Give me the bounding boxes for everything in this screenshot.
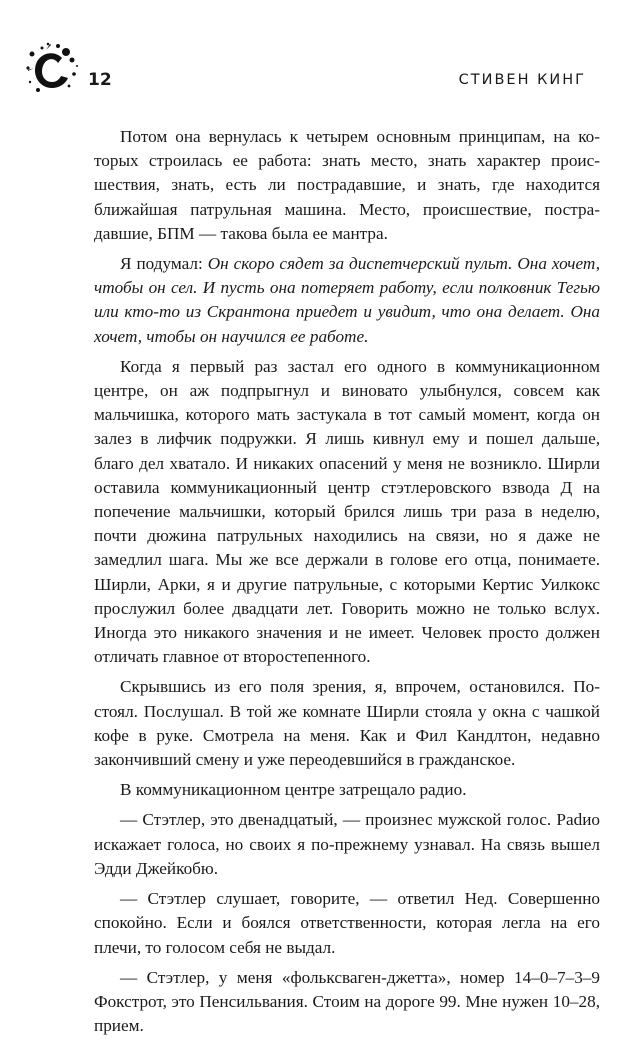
page-number: 12	[88, 70, 112, 90]
paragraph: — Стэтлер, у меня «фольксваген-джетта», номер 14–0–7–3–9 Фокстрот, это Пенсильвания. Стоим на дороге 99. Мне нужен 10–28, прием.	[94, 967, 600, 1036]
paragraph: — Стэтлер, это двенадцатый, — произнес мужской голос. Раdио искажает голоса, но своих я по-прежнему узнавал. На связь вышел Эдди Джейкобю.	[94, 810, 600, 878]
paragraph-lead: Я подумал:	[120, 254, 208, 274]
ink-splatter-letter-c-icon	[22, 38, 82, 98]
paragraph: Потом она вернулась к четырем основным принципам, на которых строилась ее работа: знать место, знать характер происшествия, знать, есть ли пострадавшие, и знать, где находится ближайшая патрульная машина. Место, происшествие, пострадавшие, БПМ — такова была ее мантра.	[94, 127, 600, 243]
body-text	[94, 125, 600, 1044]
paragraph	[94, 252, 600, 349]
paragraph-italic-thought: Он скоро сядет за диспетчерский пульт. Она хочет, чтобы он сел. И пусть она потеряет работу, если полковник Тегью или кто-то из Скрантона приедет и увидит, что она делает. Она хочет, чтобы он научился ее работе.	[94, 254, 600, 346]
running-head-author: СТИВЕН КИНГ	[458, 72, 586, 88]
paragraph: Когда я первый раз застал его одного в коммуникационном центре, он аж подпрыгнул и виновато улыбнулся, совсем как мальчишка, которого мать застукала в тот самый момент, когда он залез в лифчик подружки. Я лишь кивнул ему и пошел дальше, благо дел хватало. И никаких опасений у меня не возникло. Ширли оставила коммуникационный центр стэтлеровского взвода Д на попечение мальчишки, который брился лишь три раза в неделю, почти дюжина патрульных находились на связи, но я даже не замедлил шага. Мы же все держали в голове его отца, понимаете. Ширли, Арки, я и другие патрульные, с которыми Кертис Уилкокс прослужил более двадцати лет. Говорить можно не только вслух. Иногда это никакого значения и не имеет. Человек просто должен отличать главное от второстепенного.	[94, 356, 600, 667]
paragraph: — Стэтлер слушает, говорите, — ответил Нед. Совершенно спокойно. Если и боялся ответственности, которая легла на его плечи, то голосом себя не выдал.	[94, 889, 600, 957]
paragraph: В коммуникационном центре затрещало радио.	[120, 780, 467, 800]
paragraph: Скрывшись из его поля зрения, я, впрочем, остановился. Постоял. Послушал. В той же комнате Ширли стояла у окна с чашкой кофе в руке. Смотрела на меня. Как и Фил Кандлтон, недавно закончивший смену и уже переодевшийся в гражданское.	[94, 677, 600, 770]
